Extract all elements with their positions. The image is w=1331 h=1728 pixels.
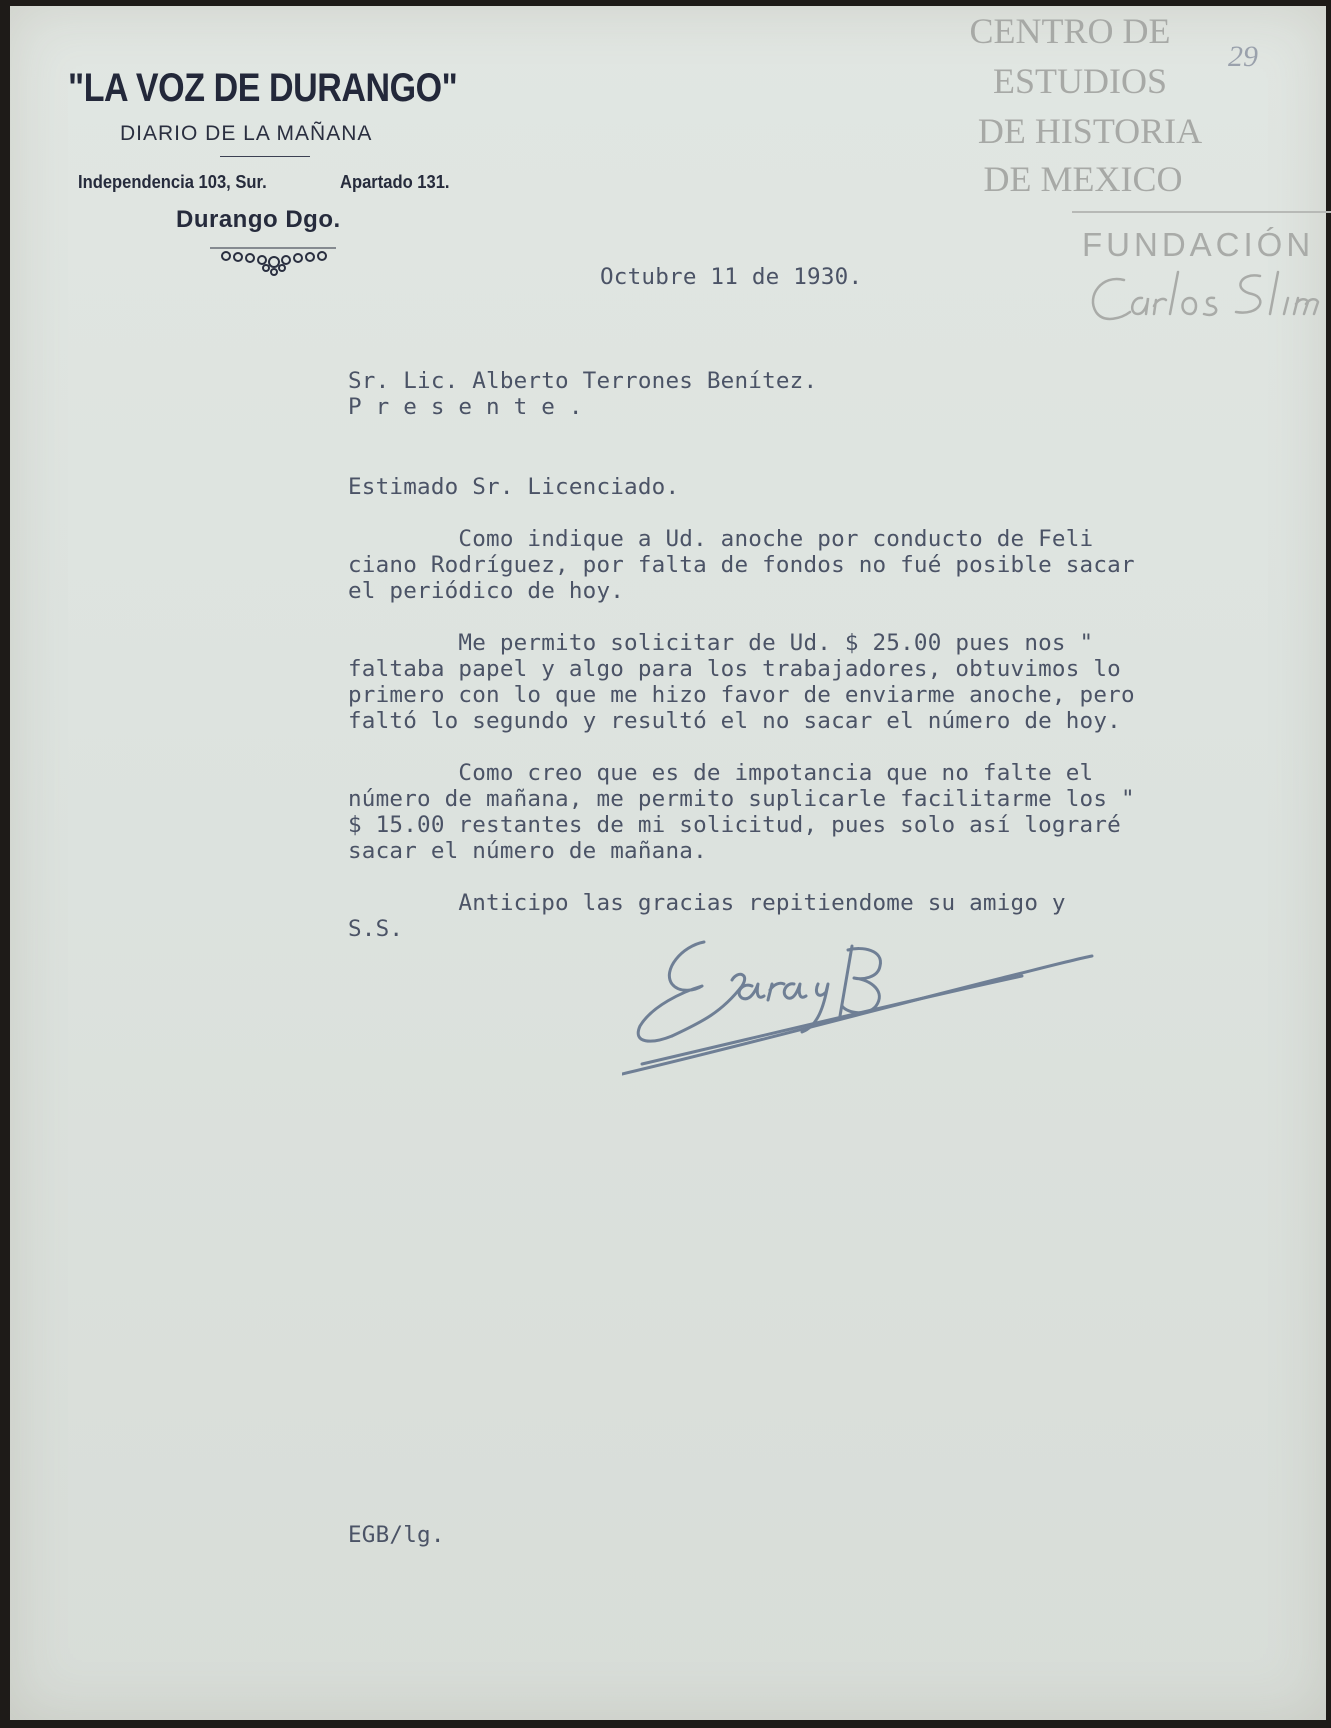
body-line: primero con lo que me hizo favor de enviarme anoche, pero bbox=[348, 682, 1135, 708]
body-line: número de mañana, me permito suplicarle facilitarme los " bbox=[348, 786, 1135, 812]
letter-initials: EGB/lg. bbox=[348, 1522, 445, 1548]
body-line: Me permito solicitar de Ud. $ 25.00 pues nos " bbox=[348, 630, 1094, 656]
body-line: faltaba papel y algo para los trabajadores, obtuvimos lo bbox=[348, 656, 1121, 682]
handwritten-signature bbox=[622, 926, 1122, 1106]
letterhead-city: Durango Dgo. bbox=[176, 206, 341, 233]
letter-closing-ss: S.S. bbox=[348, 916, 404, 942]
stamp-line-4: DE MEXICO bbox=[983, 159, 1183, 199]
stamp-line-2: ESTUDIOS bbox=[992, 61, 1167, 101]
letter-date: Octubre 11 de 1930. bbox=[600, 264, 863, 290]
letter-recipient: Sr. Lic. Alberto Terrones Benítez. bbox=[348, 368, 818, 394]
letter-presente: P r e s e n t e . bbox=[348, 394, 583, 420]
letterhead-po-box: Apartado 131. bbox=[340, 172, 450, 192]
stamp-signature-logo bbox=[1082, 268, 1331, 340]
letterhead-title: "LA VOZ DE DURANGO" bbox=[68, 66, 458, 110]
document-page bbox=[10, 6, 1326, 1720]
body-line: $ 15.00 restantes de mi solicitud, pues solo así lograré bbox=[348, 812, 1121, 838]
body-line: Como indique a Ud. anoche por conducto de Feli bbox=[348, 526, 1094, 552]
body-line: Como creo que es de impotancia que no falte el bbox=[348, 760, 1094, 786]
ornament-icon bbox=[208, 244, 338, 278]
letter-salutation: Estimado Sr. Licenciado. bbox=[348, 474, 680, 500]
stamp-divider bbox=[1072, 211, 1331, 213]
body-line: el periódico de hoy. bbox=[348, 578, 625, 604]
body-line: ciano Rodríguez, por falta de fondos no fué posible sacar bbox=[348, 552, 1135, 578]
stamp-line-5: FUNDACIÓN bbox=[1082, 226, 1315, 263]
page-number: 29 bbox=[1228, 40, 1258, 73]
letterhead-subtitle: DIARIO DE LA MAÑANA bbox=[120, 122, 373, 145]
letterhead-rule bbox=[220, 156, 310, 157]
stamp-line-1: CENTRO DE bbox=[969, 11, 1171, 51]
stamp-line-3: DE HISTORIA bbox=[977, 111, 1203, 151]
letter-closing: Anticipo las gracias repitiendome su amigo y bbox=[348, 890, 1066, 916]
body-line: faltó lo segundo y resultó el no sacar el número de hoy. bbox=[348, 708, 1121, 734]
body-line: sacar el número de mañana. bbox=[348, 838, 707, 864]
letterhead-address: Independencia 103, Sur. bbox=[78, 172, 267, 192]
